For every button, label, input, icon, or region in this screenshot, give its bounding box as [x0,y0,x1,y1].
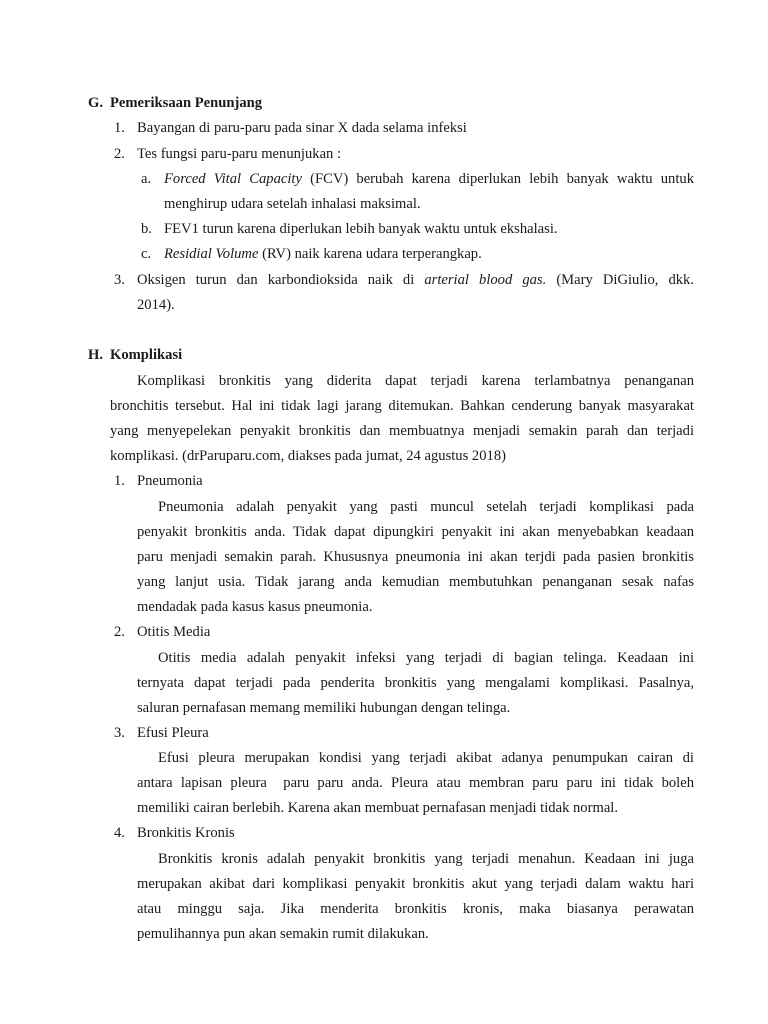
section-h-title: Komplikasi [110,347,183,363]
sublist-item-text-cont: menghirup udara setelah inhalasi maksimal. [164,196,421,212]
paragraph-line: penyakit bronkitis anda. Tidak dapat dipungkiri penyakit ini akan menyebabkan keadaan [137,524,694,540]
section-g-title: Pemeriksaan Penunjang [110,95,263,111]
term-italic: arterial blood gas. [424,272,547,288]
list-item-title: Efusi Pleura [137,725,209,741]
term-continuation: (FCV) berubah karena diperlukan lebih banyak waktu untuk [301,171,694,187]
paragraph-line: antara lapisan pleura paru paru anda. Pleura atau membran paru paru ini tidak boleh [137,775,694,791]
paragraph-line: Efusi pleura merupakan kondisi yang terjadi akibat adanya penumpukan cairan di [158,750,694,766]
paragraph-line: mendadak pada kasus kasus pneumonia. [137,599,373,615]
list-item-text-cont: 2014). [137,297,175,313]
paragraph-line: saluran pernafasan memang memiliki hubungan dengan telinga. [137,700,511,716]
list-item-number: 4. [114,825,125,841]
list-item-number: 1. [114,120,125,136]
paragraph-line: Pneumonia adalah penyakit yang pasti muncul setelah terjadi komplikasi pada [158,499,694,515]
list-item-number: 2. [114,624,125,640]
paragraph-line: paru menjadi semakin parah. Khususnya pneumonia ini akan terjdi pada pasien bronkitis [137,549,694,565]
list-item-number: 2. [114,146,125,162]
list-item-number: 3. [114,272,125,288]
paragraph-line: yang menyepelekan penyakit bronkitis dan membuatnya menjadi semakin parah dan terjadi [110,423,694,439]
paragraph-line: pemulihannya pun akan semakin rumit dilakukan. [137,926,429,942]
list-item-number: 1. [114,473,125,489]
sublist-item-text: FEV1 turun karena diperlukan lebih banyak waktu untuk ekshalasi. [164,221,558,237]
sublist-item-letter: c. [141,246,152,262]
list-item-text: Bayangan di paru-paru pada sinar X dada selama infeksi [137,120,467,136]
paragraph-line: Bronkitis kronis adalah penyakit bronkitis yang terjadi menahun. Keadaan ini juga [158,851,694,867]
paragraph-line: ternyata dapat terjadi pada penderita bronkitis yang mengalami komplikasi. Pasalnya, [137,675,694,691]
text-segment: (Mary DiGiulio, dkk. [546,272,694,288]
paragraph-line: bronchitis tersebut. Hal ini tidak lagi jarang ditemukan. Bahkan cenderung banyak masyarakat [110,398,694,414]
list-item-text: Tes fungsi paru-paru menunjukan : [137,146,342,162]
list-item-title: Otitis Media [137,624,211,640]
section-h-letter: H. [88,347,103,363]
section-g-letter: G. [88,95,103,111]
list-item-number: 3. [114,725,125,741]
paragraph-line: merupakan akibat dari komplikasi penyakit bronkitis akut yang terjadi dalam waktu hari [137,876,694,892]
sublist-item-text [164,170,694,190]
list-item-title: Bronkitis Kronis [137,825,235,841]
paragraph-line: atau minggu saja. Jika menderita bronkitis kronis, maka biasanya perawatan [137,901,694,917]
term-continuation: (RV) naik karena udara terperangkap. [258,246,482,262]
text-segment: Oksigen turun dan karbondioksida naik di [137,272,425,288]
list-item-text [137,271,694,291]
term-italic: Forced Vital Capacity [164,171,302,187]
list-item-title: Pneumonia [137,473,203,489]
sublist-item-letter: b. [141,221,152,237]
term-italic: Residial Volume [164,246,259,262]
sublist-item-letter: a. [141,171,152,187]
paragraph-line: komplikasi. (drParuparu.com, diakses pada jumat, 24 agustus 2018) [110,448,506,464]
paragraph-line: Otitis media adalah penyakit infeksi yang terjadi di bagian telinga. Keadaan ini [158,650,694,666]
paragraph-line: yang lanjut usia. Tidak jarang anda kemudian membutuhkan penanganan sesak nafas [137,574,694,590]
sublist-item-text [164,245,482,263]
paragraph-line: Komplikasi bronkitis yang diderita dapat terjadi karena terlambatnya penanganan [137,373,694,389]
paragraph-line: memiliki cairan berlebih. Karena akan membuat pernafasan menjadi tidak normal. [137,800,618,816]
